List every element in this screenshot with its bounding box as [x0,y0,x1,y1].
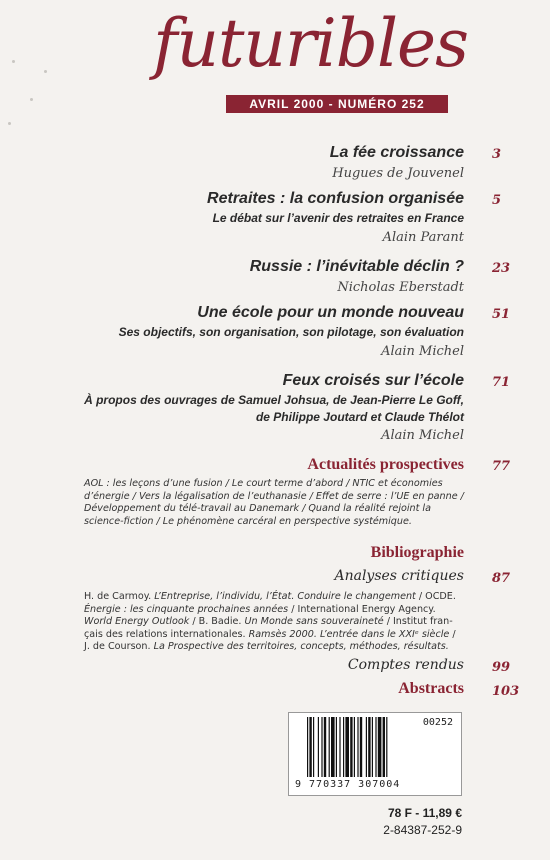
biblio-author: H. de Carmoy. [84,591,152,602]
summary-line: science-fiction / Le phénomène carcéral en perspective systémique. [84,515,412,527]
paper-speck [8,122,11,125]
magazine-title: futuribles [153,5,468,82]
biblio-title: Un Monde sans souveraineté [244,616,384,627]
page-number: 103 [492,684,520,699]
article-author: Hugues de Jouvenel [332,166,464,181]
biblio-line [84,591,464,604]
article-title: Une école pour un monde nouveau [197,304,464,321]
barcode-addon-number: 00252 [422,717,453,728]
section-title-bibliographie: Bibliographie [370,544,464,561]
article-subtitle: Ses objectifs, son organisation, son pilotage, son évaluation [118,325,464,339]
analyses-label: Analyses critiques [334,568,464,584]
article-subtitle: Le débat sur l’avenir des retraites en France [212,211,464,225]
section-title-abstracts: Abstracts [398,680,464,697]
biblio-publisher: / OCDE. [418,591,456,602]
actualites-summary [84,478,464,528]
paper-speck [44,70,47,73]
page-number: 3 [492,147,502,162]
section-title-actualites: Actualités prospectives [307,456,464,473]
barcode [288,712,462,796]
article-title: Retraites : la confusion organisée [207,190,464,207]
article-author: Alain Parant [382,230,464,245]
barcode-digits: 9 770337 307004 [295,779,401,790]
biblio-line [84,641,464,654]
article-title: Russie : l’inévitable déclin ? [249,258,464,275]
price-value: 78 F - 11,89 € [387,806,462,820]
bibliography-entries [84,591,464,654]
biblio-separator: / [452,628,456,640]
biblio-author: J. de Courson. [84,641,151,652]
biblio-title: Énergie : les cinquante prochaines années [84,603,289,615]
page-number: 77 [492,459,511,474]
biblio-line [84,604,464,617]
biblio-line [84,616,464,629]
isbn: 2-84387-252-9 [383,823,462,837]
biblio-title: L’Entreprise, l’individu, l’État. Conduire le changement [154,591,416,602]
biblio-title: World Energy Outlook [84,616,190,627]
issue-banner: AVRIL 2000 - NUMÉRO 252 [226,95,448,113]
article-subtitle: de Philippe Joutard et Claude Thélot [255,410,464,424]
summary-line: d’énergie / Vers la légalisation de l’euthanasie / Effet de serre : l’UE en panne / [84,490,464,502]
page-number: 51 [492,307,511,322]
biblio-title: La Prospective des territoires, concepts, méthodes, résultats. [153,641,449,652]
page-number: 5 [492,193,502,208]
article-author: Nicholas Eberstadt [337,280,464,295]
article-author: Alain Michel [381,428,464,443]
article-author: Alain Michel [381,344,464,359]
comptes-rendus-label: Comptes rendus [347,657,464,673]
price [388,806,462,820]
barcode-bars [307,717,417,779]
page-number: 99 [492,660,511,675]
page-number: 87 [492,571,511,586]
article-title: La fée croissance [329,144,464,161]
paper-speck [30,98,33,101]
article-title: Feux croisés sur l’école [282,372,464,389]
summary-line: Développement du télé-travail au Danemark / Quand la réalité rejoint la [84,503,431,514]
page-number: 23 [492,261,511,276]
biblio-publisher: / International Energy Agency. [291,603,436,615]
page-number: 71 [492,375,511,390]
biblio-line [84,629,464,642]
summary-line: AOL : les leçons d’une fusion / Le court terme d’abord / NTIC et économies [84,478,443,489]
biblio-title: Ramsès 2000. L’entrée dans le XXIᵉ siècle [248,628,450,640]
biblio-publisher: çais des relations internationales. [84,628,246,640]
article-subtitle: À propos des ouvrages de Samuel Johsua, de Jean-Pierre Le Goff, [84,393,464,407]
paper-speck [12,60,15,63]
biblio-author: / B. Badie. [192,616,242,627]
biblio-publisher: / Institut fran- [386,616,453,627]
